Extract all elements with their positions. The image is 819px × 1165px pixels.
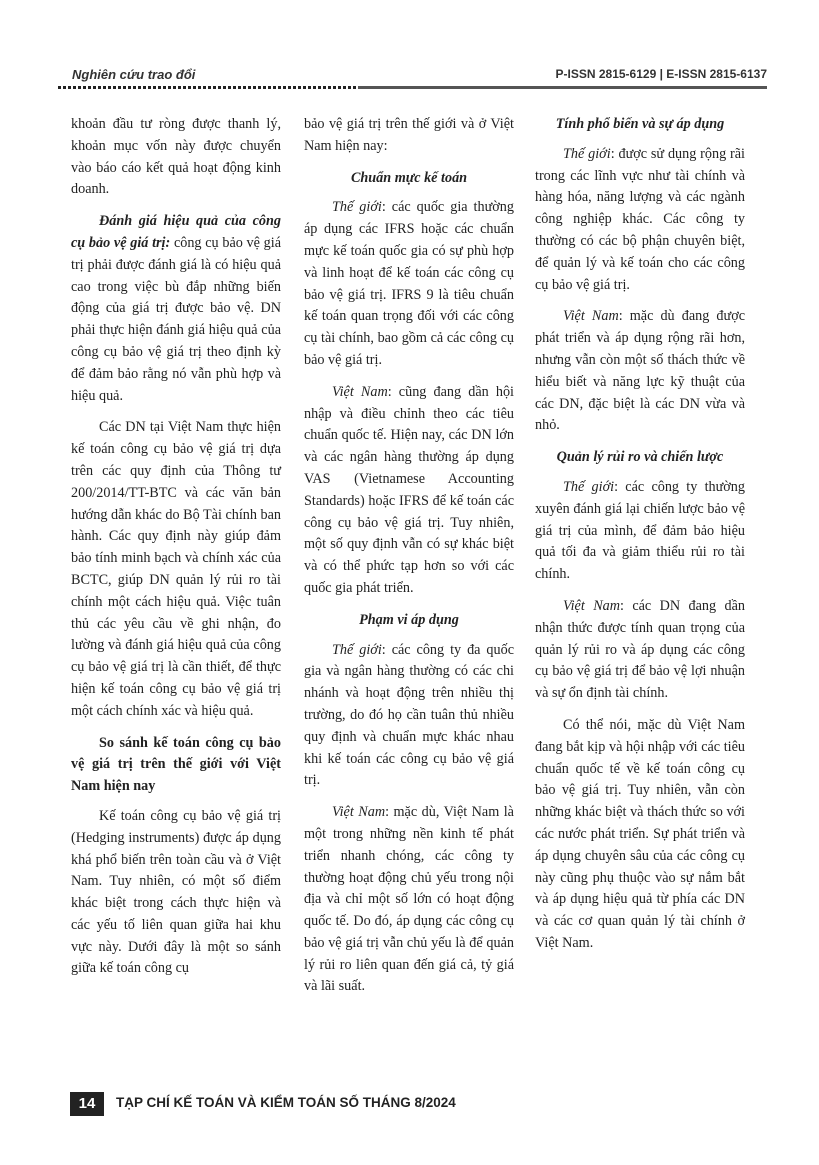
issn-label: P-ISSN 2815-6129 | E-ISSN 2815-6137 [555, 67, 767, 81]
lead-term: Thế giới [563, 478, 615, 495]
paragraph: Có thể nói, mặc dù Việt Nam đang bắt kịp và hội nhập với các tiêu chuẩn quốc tế về kế toán công cụ bảo vệ giá trị. Tuy nhiên, vẫn còn những khác biệt và thách thức so với các nước phát triển. Sự phát triển và áp dụng chuyên sâu của các công cụ này cũng phụ thuộc vào sự nắm bắt và áp dụng hiệu quả từ phía các DN và các cơ quan quản lý tài chính ở Việt Nam. [535, 716, 745, 951]
lead-term: Thế giới [563, 145, 611, 162]
run-in-heading: Đánh giá hiệu quả của công cụ bảo vệ giá trị: [71, 213, 281, 251]
subheading: Phạm vi áp dụng [359, 611, 459, 628]
paragraph [304, 802, 514, 998]
paragraph [535, 477, 745, 586]
paragraph-body: : mặc dù, Việt Nam là một trong những nền kinh tế phát triển nhanh chóng, các công ty thường hoạt động chủ yếu trong nội địa và chỉ một số lớn có hoạt động quốc tế. Do đó, áp dụng các công cụ bảo vệ giá trị vẫn chủ yếu là để quản lý rủi ro liên quan đến giá cả, tỷ giá và lãi suất. [304, 804, 514, 995]
paragraph [71, 211, 281, 407]
subheading: Tính phổ biến và sự áp dụng [555, 116, 725, 132]
paragraph: Kế toán công cụ bảo vệ giá trị (Hedging instruments) được áp dụng khá phổ biến trên toàn cầu và ở Việt Nam. Tuy nhiên, có một số điểm khác biệt trong cách thực hiện và các yếu tố liên quan giữa hai khu vực này. Dưới đây là một so sánh giữa kế toán công cụ [71, 807, 281, 977]
paragraph-body: : các DN đang dần nhận thức được tính quan trọng của quản lý rủi ro và áp dụng các công cụ bảo vệ giá trị để bảo vệ lợi nhuận và sự ổn định tài chính. [535, 597, 745, 702]
paragraph [304, 382, 514, 600]
paragraph: bảo vệ giá trị trên thế giới và ở Việt Nam hiện nay: [304, 116, 514, 154]
column-1 [71, 114, 281, 990]
paragraph-body: : được sử dụng rộng rãi trong các lĩnh vực như tài chính và hàng hóa, năng lượng và các ngành công nghiệp khác. Các công ty thường có các bộ phận chuyên biệt, để quản lý và kế toán cho các công cụ bảo vệ giá trị. [535, 145, 745, 293]
paragraph: Các DN tại Việt Nam thực hiện kế toán công cụ bảo vệ giá trị dựa trên các quy định của Thông tư 200/2014/TT-BTC và các văn bản hướng dẫn khác do Bộ Tài chính ban hành. Các quy định này giúp đảm bảo tính minh bạch và chính xác của BCTC, giúp DN quản lý rủi ro tài chính một cách hiệu quả. Việc tuân thủ các yêu cầu về ghi nhận, đo lường và đánh giá hiệu quả của công cụ bảo vệ giá trị là cần thiết, để thực hiện kế toán công cụ bảo vệ giá trị một cách chính xác và hiệu quả. [71, 419, 281, 719]
lead-term: Việt Nam [332, 804, 386, 821]
page-number: 14 [70, 1092, 104, 1116]
paragraph [535, 144, 745, 297]
journal-title: TẠP CHÍ KẾ TOÁN VÀ KIỂM TOÁN SỐ THÁNG 8/2024 [116, 1095, 456, 1110]
lead-term: Việt Nam [332, 383, 388, 400]
paragraph-body: : mặc dù đang được phát triển và áp dụng rộng rãi hơn, nhưng vẫn còn một số thách thức về hiểu biết và năng lực kỹ thuật của các DN, đặc biệt là các DN vừa và nhỏ. [535, 308, 745, 434]
paragraph-body: công cụ bảo vệ giá trị phải được đánh giá là có hiệu quả cao trong việc bù đắp những biến động của giá trị được bảo vệ. DN phải thực hiện đánh giá hiệu quả của công cụ bảo vệ giá trị theo định kỳ để đảm bảo rằng nó vẫn phù hợp và hiệu quả. [71, 234, 281, 404]
lead-term: Việt Nam [563, 597, 620, 614]
running-footer [70, 1092, 590, 1116]
subheading: Chuẩn mực kế toán [350, 169, 468, 186]
paragraph [304, 197, 514, 371]
lead-term: Việt Nam [563, 308, 619, 325]
paragraph [535, 596, 745, 705]
lead-term: Thế giới [332, 641, 382, 658]
paragraph-body: : cũng đang dần hội nhập và điều chỉnh theo các tiêu chuẩn quốc tế. Hiện nay, các DN lớn và các ngân hàng thường áp dụng VAS (Vietnamese Accounting Standards) hoặc IFRS để kế toán các công cụ bảo vệ giá trị. Tuy nhiên, một số quy định vẫn có sự khác biệt và có thể phức tạp hơn so với các quốc gia phát triển. [304, 383, 514, 596]
section-heading: So sánh kế toán công cụ bảo vệ giá trị trên thế giới với Việt Nam hiện nay [71, 734, 281, 795]
paragraph-body: : các quốc gia thường áp dụng các IFRS hoặc các chuẩn mực kế toán quốc gia có sự phù hợp và linh hoạt để kế toán các công cụ bảo vệ giá trị. IFRS 9 là tiêu chuẩn kế toán quan trọng đối với các công cụ tài chính, bao gồm cả các công cụ bảo vệ giá trị. [304, 199, 514, 368]
paragraph: khoản đầu tư ròng được thanh lý, khoản mục vốn này được chuyển vào báo cáo kết quả hoạt động kinh doanh. [71, 116, 281, 198]
paragraph [304, 640, 514, 793]
section-title: Nghiên cứu trao đổi [72, 67, 196, 82]
paragraph-body: : các công ty đa quốc gia và ngân hàng thường có các chi nhánh và hoạt động trên nhiều thị trường, do đó họ cần tuân thủ nhiều quy định và chuẩn mực khác nhau khi kế toán các công cụ bảo vệ giá trị. [304, 641, 514, 789]
column-2 [304, 114, 514, 1008]
lead-term: Thế giới [332, 199, 382, 216]
paragraph-body: : các công ty thường xuyên đánh giá lại chiến lược bảo vệ giá trị của mình, để đảm bảo hiệu quả tối đa và giảm thiểu rủi ro tài chính. [535, 478, 745, 583]
running-header [58, 64, 767, 86]
paragraph [535, 306, 745, 437]
header-dotted-rule [58, 86, 358, 89]
column-3 [535, 114, 745, 965]
subheading: Quản lý rủi ro và chiến lược [556, 449, 724, 466]
